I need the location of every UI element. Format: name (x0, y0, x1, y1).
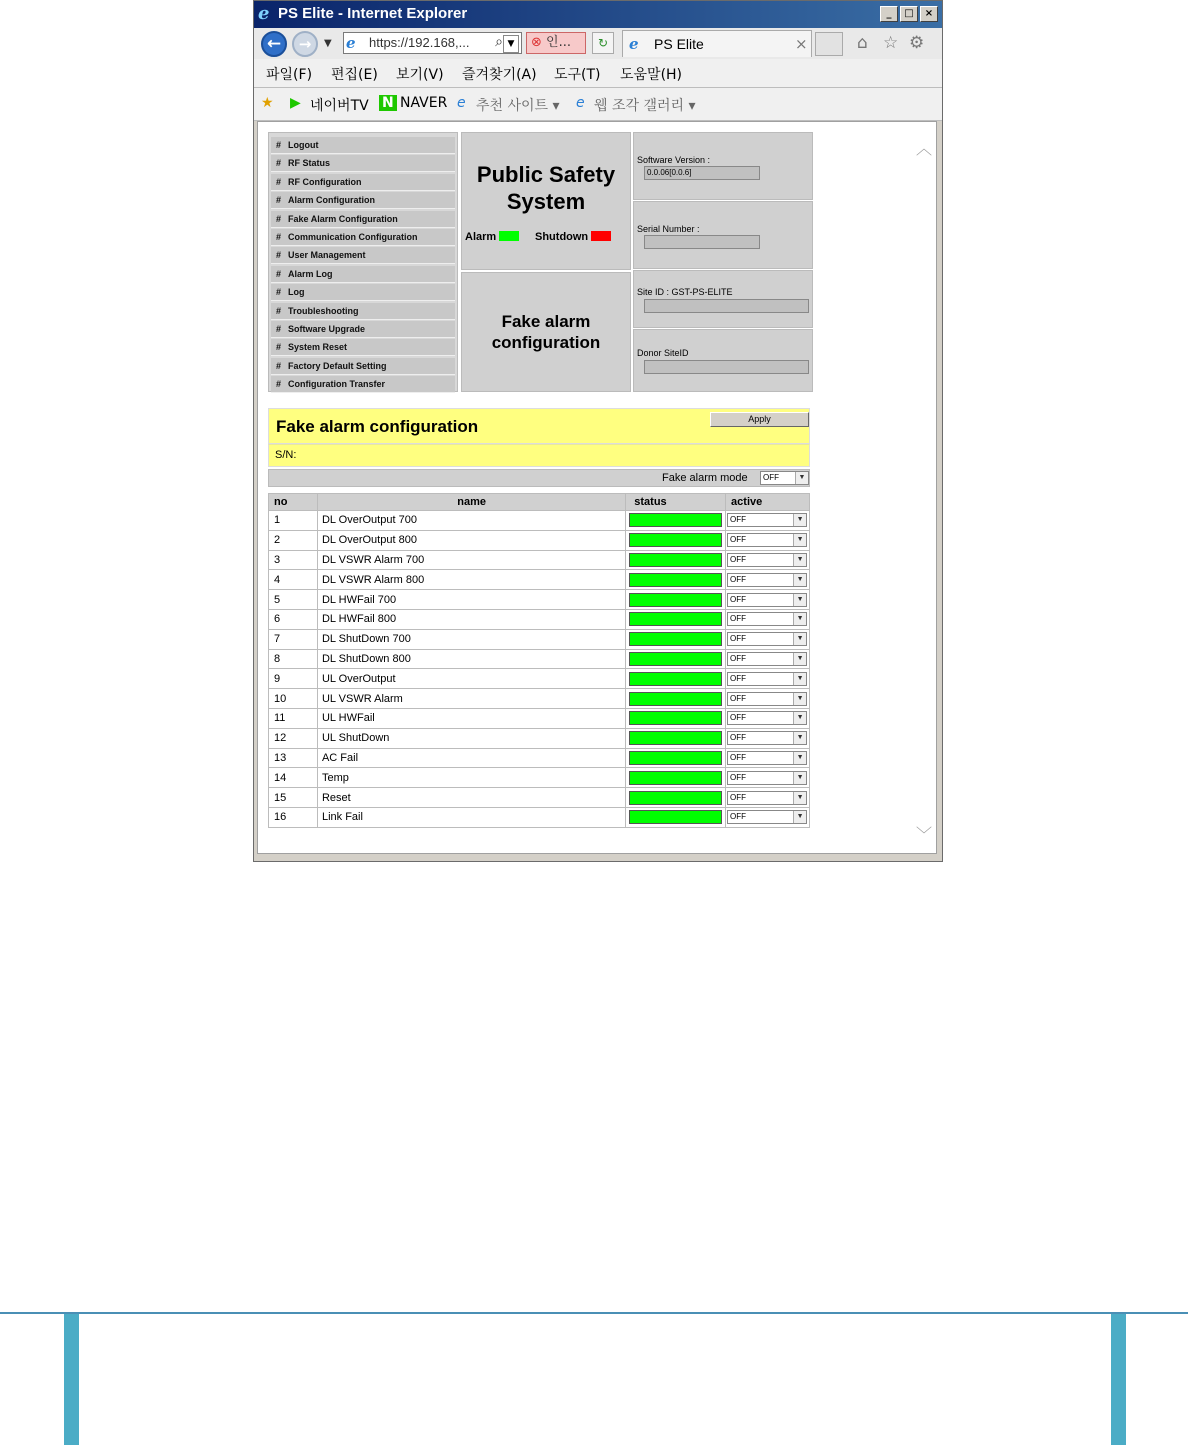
row-no: 15 (269, 788, 318, 808)
sidebar-item-rf-configuration[interactable] (271, 174, 455, 191)
active-select[interactable]: OFF ▼ (727, 573, 807, 587)
back-button[interactable]: ← (261, 31, 287, 57)
ie-page-icon: e (576, 95, 585, 111)
active-select[interactable]: OFF ▼ (727, 751, 807, 765)
row-status (626, 807, 726, 827)
active-select[interactable]: OFF ▼ (727, 533, 807, 547)
active-select[interactable]: OFF ▼ (727, 612, 807, 626)
software-version-box (633, 132, 813, 200)
hash-icon: # (276, 176, 282, 187)
donor-site-id-label: Donor SiteID (637, 348, 689, 358)
row-name: UL HWFail (317, 708, 625, 728)
status-indicator (629, 771, 722, 785)
column-header-status: status (626, 494, 726, 511)
chevron-down-icon: ▼ (793, 673, 806, 685)
row-active (726, 511, 810, 531)
menu-bar (254, 59, 942, 88)
sidebar-item-rf-status[interactable] (271, 155, 455, 172)
chevron-down-icon: ▼ (793, 732, 806, 744)
device-header (268, 132, 813, 392)
row-status (626, 768, 726, 788)
status-indicator (629, 573, 722, 587)
hash-icon: # (276, 213, 282, 224)
column-header-name: name (317, 494, 625, 511)
serial-number-box (633, 201, 813, 269)
row-status (626, 550, 726, 570)
hash-icon: # (276, 140, 282, 150)
tab-ps-elite[interactable] (622, 30, 812, 57)
row-status (626, 689, 726, 709)
favorites-add-icon[interactable]: ★ (261, 95, 274, 111)
table-row (269, 570, 810, 590)
tab-close-icon[interactable]: × (795, 35, 808, 53)
gear-icon[interactable]: ⚙ (909, 33, 925, 53)
hash-icon: # (276, 305, 282, 316)
new-tab-button[interactable] (815, 32, 843, 56)
chevron-down-icon: ▼ (793, 534, 806, 546)
history-dropdown-icon[interactable]: ▼ (324, 38, 332, 49)
sidebar-item-label: Communication Configuration (288, 232, 418, 242)
fav-naver[interactable]: NAVER (400, 95, 448, 111)
scroll-down-icon[interactable]: ﹀ (915, 825, 932, 844)
naver-logo-icon: N (379, 95, 397, 111)
apply-button[interactable]: Apply (710, 412, 809, 427)
active-select[interactable]: OFF ▼ (727, 810, 807, 824)
table-row (269, 748, 810, 768)
table-header-row (269, 494, 810, 511)
table-row (269, 708, 810, 728)
fake-alarm-mode-select[interactable]: OFF ▼ (760, 471, 809, 485)
chevron-down-icon: ▼ (793, 752, 806, 764)
row-status (626, 530, 726, 550)
page-icon: e (629, 35, 639, 53)
footer-bar-right (1111, 1314, 1126, 1445)
active-select[interactable]: OFF ▼ (727, 632, 807, 646)
row-active (726, 689, 810, 709)
row-active (726, 550, 810, 570)
row-name: DL HWFail 700 (317, 590, 625, 610)
sidebar-item-logout[interactable] (271, 137, 455, 154)
hash-icon: # (276, 232, 282, 242)
table-row (269, 609, 810, 629)
table-row (269, 807, 810, 827)
page-title: Fake alarm configuration (491, 312, 601, 352)
row-name: DL OverOutput 800 (317, 530, 625, 550)
hash-icon: # (276, 268, 282, 279)
fav-naver-tv[interactable]: 네이버TV (310, 98, 369, 114)
software-version-label: Software Version : (637, 155, 711, 165)
row-status (626, 728, 726, 748)
row-status (626, 788, 726, 808)
row-status (626, 649, 726, 669)
row-name: Link Fail (317, 807, 625, 827)
system-title: Public Safety System (476, 162, 616, 214)
menu-favorites[interactable]: 즐겨찾기(A) (462, 67, 537, 83)
status-indicator (629, 672, 722, 686)
status-indicator (629, 513, 722, 527)
menu-file[interactable]: 파일(F) (266, 67, 313, 83)
row-status (626, 708, 726, 728)
row-active (726, 590, 810, 610)
menu-help[interactable]: 도움말(H) (620, 67, 683, 83)
favorites-bar (254, 88, 942, 121)
menu-tools[interactable]: 도구(T) (554, 67, 601, 83)
row-no: 6 (269, 609, 318, 629)
sidebar-item-label: Alarm Log (288, 268, 333, 279)
status-indicator (629, 632, 722, 646)
sidebar-item-label: RF Configuration (288, 176, 362, 187)
status-indicator (629, 810, 722, 824)
shutdown-led (591, 231, 611, 241)
error-icon: ⊗ (531, 35, 542, 50)
chevron-down-icon: ▼ (793, 613, 806, 625)
chevron-down-icon: ▼ (793, 633, 806, 645)
sidebar-item-label: Fake Alarm Configuration (288, 213, 398, 224)
sidebar-item-alarm-log[interactable] (271, 266, 455, 283)
column-header-no: no (269, 494, 318, 511)
certificate-error-badge[interactable]: ⊗ 인... (526, 32, 586, 54)
hash-icon: # (276, 342, 282, 353)
table-row (269, 649, 810, 669)
donor-site-id-field (644, 360, 809, 374)
chevron-down-icon: ▼ (793, 712, 806, 724)
page-viewport (257, 121, 937, 854)
row-no: 7 (269, 629, 318, 649)
chevron-down-icon: ▼ (793, 514, 806, 526)
row-active (726, 570, 810, 590)
row-active (726, 788, 810, 808)
row-no: 3 (269, 550, 318, 570)
row-no: 10 (269, 689, 318, 709)
table-row (269, 629, 810, 649)
status-indicator (629, 711, 722, 725)
sidebar-item-software-upgrade[interactable] (271, 321, 455, 338)
row-status (626, 629, 726, 649)
row-status (626, 590, 726, 610)
table-row (269, 550, 810, 570)
active-select[interactable]: OFF ▼ (727, 771, 807, 785)
sidebar-item-log[interactable] (271, 284, 455, 301)
shutdown-indicator: Shutdown (535, 231, 611, 243)
sidebar-item-communication-configuration[interactable] (271, 229, 455, 246)
row-no: 16 (269, 807, 318, 827)
active-select[interactable]: OFF ▼ (727, 731, 807, 745)
system-title-panel (461, 132, 631, 270)
fav-web-slice-gallery[interactable]: 웹 조각 갤러리 ▾ (594, 98, 696, 114)
serial-number-label: Serial Number : (637, 224, 700, 234)
active-select[interactable]: OFF ▼ (727, 513, 807, 527)
sidebar-item-label: Troubleshooting (288, 305, 359, 316)
page-title-panel (461, 272, 631, 392)
row-no: 5 (269, 590, 318, 610)
scroll-up-icon[interactable]: ︿ (915, 139, 932, 158)
chevron-down-icon: ▼ (793, 693, 806, 705)
sidebar-item-alarm-configuration[interactable] (271, 192, 455, 209)
status-indicator (629, 593, 722, 607)
site-id-field (644, 299, 809, 313)
sidebar-item-label: Alarm Configuration (288, 195, 376, 206)
active-select[interactable]: OFF ▼ (727, 692, 807, 706)
hash-icon: # (276, 195, 282, 206)
row-no: 14 (269, 768, 318, 788)
window-titlebar (254, 1, 942, 28)
site-id-box (633, 270, 813, 328)
fav-suggested-sites[interactable]: 추천 사이트 ▾ (476, 98, 560, 114)
status-indicator (629, 553, 722, 567)
status-indicator (629, 791, 722, 805)
row-name: Temp (317, 768, 625, 788)
address-url[interactable]: https://192.168,... (369, 35, 470, 50)
sidebar-menu (268, 132, 458, 392)
row-active (726, 748, 810, 768)
page-icon: e (346, 34, 356, 52)
forward-button[interactable]: → (292, 31, 318, 57)
sidebar-item-label: RF Status (288, 158, 331, 169)
chevron-down-icon: ▼ (793, 574, 806, 586)
menu-view[interactable]: 보기(V) (396, 67, 444, 83)
active-select[interactable]: OFF ▼ (727, 652, 807, 666)
sidebar-item-label: Software Upgrade (288, 324, 366, 334)
sidebar-item-label: System Reset (288, 342, 348, 353)
software-version-field: 0.0.06[0.0.6] (644, 166, 760, 180)
active-select[interactable]: OFF ▼ (727, 593, 807, 607)
hash-icon: # (276, 360, 282, 371)
footer-bar-left (64, 1314, 79, 1445)
sidebar-item-label: Logout (288, 140, 319, 150)
row-active (726, 530, 810, 550)
sidebar-item-configuration-transfer[interactable] (271, 376, 455, 393)
row-active (726, 728, 810, 748)
row-no: 13 (269, 748, 318, 768)
chevron-down-icon: ▼ (793, 792, 806, 804)
fake-alarm-mode-row (268, 469, 810, 487)
table-row (269, 511, 810, 531)
hash-icon: # (276, 287, 282, 298)
chevron-down-icon: ▼ (793, 554, 806, 566)
table-row (269, 530, 810, 550)
status-indicator (629, 533, 722, 547)
row-no: 11 (269, 708, 318, 728)
fake-alarm-mode-label: Fake alarm mode (662, 472, 748, 484)
sidebar-item-user-management[interactable] (271, 247, 455, 264)
row-active (726, 708, 810, 728)
chevron-down-icon: ▼ (793, 594, 806, 606)
navigation-bar (254, 28, 942, 60)
minimize-button[interactable]: _ (880, 6, 898, 22)
table-row (269, 728, 810, 748)
row-no: 12 (269, 728, 318, 748)
row-status (626, 511, 726, 531)
active-select[interactable]: OFF ▼ (727, 672, 807, 686)
sidebar-item-factory-default-setting[interactable] (271, 358, 455, 375)
row-status (626, 570, 726, 590)
row-no: 4 (269, 570, 318, 590)
row-active (726, 807, 810, 827)
row-status (626, 609, 726, 629)
status-indicator (629, 692, 722, 706)
sidebar-item-troubleshooting[interactable] (271, 303, 455, 320)
sidebar-item-label: User Management (288, 250, 366, 261)
hash-icon: # (276, 324, 282, 334)
favorites-star-icon[interactable]: ☆ (883, 33, 899, 53)
tab-label: PS Elite (654, 36, 704, 52)
row-active (726, 649, 810, 669)
ie-logo-icon: e (258, 3, 270, 24)
maximize-button[interactable]: □ (900, 6, 918, 22)
table-row (269, 590, 810, 610)
row-active (726, 669, 810, 689)
hash-icon: # (276, 250, 282, 261)
status-indicator (629, 612, 722, 626)
status-indicator (629, 731, 722, 745)
sidebar-item-label: Configuration Transfer (288, 379, 386, 390)
row-name: DL VSWR Alarm 700 (317, 550, 625, 570)
row-name: UL ShutDown (317, 728, 625, 748)
home-icon[interactable]: ⌂ (857, 33, 868, 53)
status-indicator (629, 652, 722, 666)
row-status (626, 669, 726, 689)
sidebar-item-label: Log (288, 287, 305, 298)
row-active (726, 629, 810, 649)
chevron-down-icon: ▼ (793, 811, 806, 823)
active-select[interactable]: OFF ▼ (727, 553, 807, 567)
chevron-down-icon: ▼ (795, 472, 808, 484)
row-name: DL ShutDown 700 (317, 629, 625, 649)
row-name: DL VSWR Alarm 800 (317, 570, 625, 590)
status-indicator (629, 751, 722, 765)
site-id-label: Site ID : GST-PS-ELITE (637, 287, 733, 297)
serial-number-field (644, 235, 760, 249)
row-name: DL ShutDown 800 (317, 649, 625, 669)
active-select[interactable]: OFF ▼ (727, 791, 807, 805)
chevron-down-icon: ▼ (793, 772, 806, 784)
address-bar[interactable] (343, 32, 522, 54)
chevron-down-icon: ▼ (793, 653, 806, 665)
config-title: Fake alarm configuration (276, 417, 479, 436)
table-row (269, 788, 810, 808)
row-name: Reset (317, 788, 625, 808)
fake-alarm-table (268, 493, 810, 828)
table-row (269, 669, 810, 689)
browser-window (253, 0, 943, 862)
hash-icon: # (276, 158, 282, 169)
column-header-active: active (726, 494, 810, 511)
row-no: 9 (269, 669, 318, 689)
alarm-indicator: Alarm (465, 231, 519, 243)
row-no: 8 (269, 649, 318, 669)
close-button[interactable]: × (920, 6, 938, 22)
alarm-led (499, 231, 519, 241)
row-name: DL HWFail 800 (317, 609, 625, 629)
serial-number-row: S/N: (268, 444, 810, 467)
ie-page-icon: e (457, 95, 466, 111)
sidebar-item-label: Factory Default Setting (288, 360, 387, 371)
menu-edit[interactable]: 편집(E) (331, 67, 378, 83)
sidebar-item-system-reset[interactable] (271, 339, 455, 356)
search-icon[interactable]: ⌕ (495, 34, 503, 50)
row-name: DL OverOutput 700 (317, 511, 625, 531)
play-icon: ▶ (290, 95, 301, 111)
donor-site-id-box (633, 329, 813, 392)
active-select[interactable]: OFF ▼ (727, 711, 807, 725)
row-name: UL VSWR Alarm (317, 689, 625, 709)
config-header (268, 408, 810, 444)
refresh-button[interactable]: ↻ (592, 32, 614, 54)
table-row (269, 768, 810, 788)
row-name: UL OverOutput (317, 669, 625, 689)
row-name: AC Fail (317, 748, 625, 768)
footer-divider (0, 1312, 1188, 1314)
row-no: 2 (269, 530, 318, 550)
hash-icon: # (276, 379, 282, 390)
sidebar-item-fake-alarm-configuration[interactable] (271, 211, 455, 228)
row-active (726, 609, 810, 629)
window-title: PS Elite - Internet Explorer (278, 5, 468, 22)
row-no: 1 (269, 511, 318, 531)
row-status (626, 748, 726, 768)
table-row (269, 689, 810, 709)
row-active (726, 768, 810, 788)
address-dropdown-icon[interactable]: ▼ (503, 35, 519, 53)
